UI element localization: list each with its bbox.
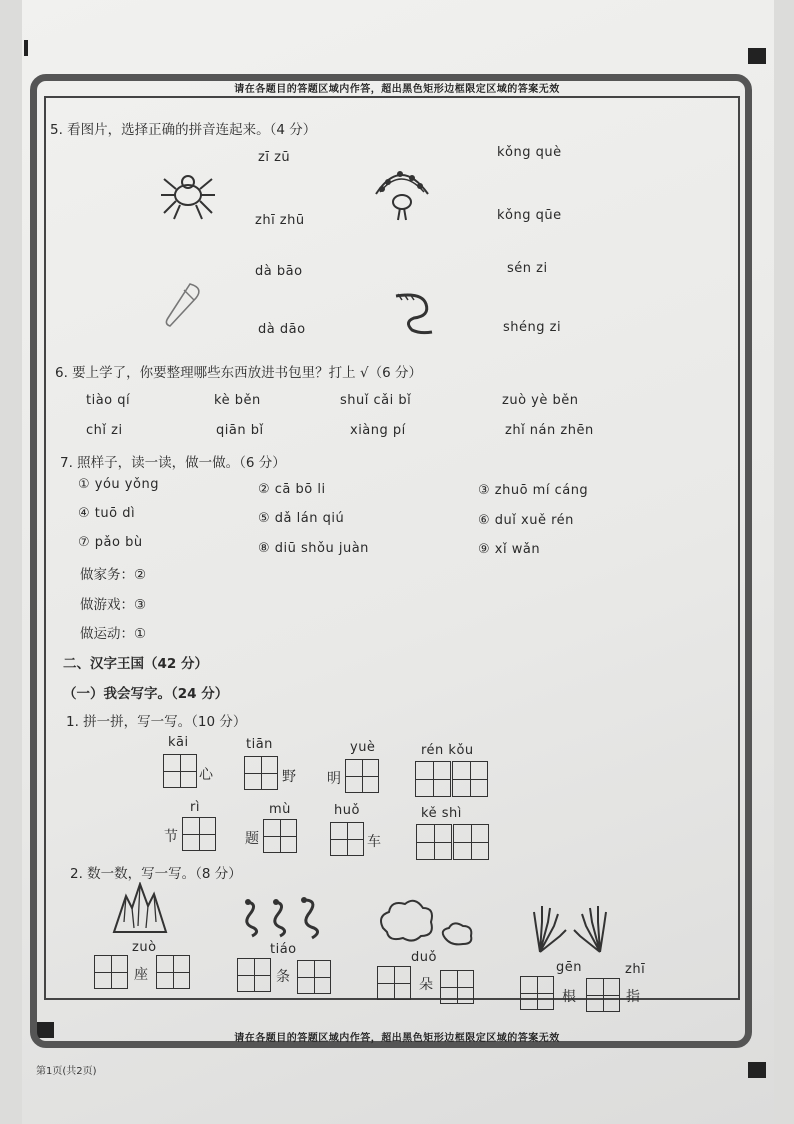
q7-item-4: ④ tuō dì [78,506,136,521]
q1-pinyin-keshi: kě shì [421,806,462,821]
writing-grid-ke[interactable] [416,824,452,860]
q5-right-pinyin-3: sén zi [507,261,548,276]
q2-char-zuo: 座 [134,967,148,983]
q6-item-2: kè běn [214,393,261,408]
corner-marker-top-left [24,40,28,56]
q5-right-pinyin-2: kǒng qūe [497,208,562,223]
q1-char-jie: 节 [164,829,178,845]
q1-pinyin-yue: yuè [350,740,376,755]
q6-title: 6. 要上学了，你要整理哪些东西放进书包里？打上 √（6 分） [55,365,422,381]
footer-notice: 请在各题目的答题区域内作答，超出黑色矩形边框限定区域的答案无效 [234,1033,560,1044]
knife-picture [160,280,206,330]
snakes-picture [238,896,330,940]
mountains-picture [112,882,168,934]
q1-pinyin-mu: mù [269,802,291,817]
q2-pinyin-gen: gēn [556,960,582,975]
q2-pinyin-tiao: tiáo [270,942,297,957]
q2-char-gen: 根 [562,989,576,1005]
writing-grid-zuo[interactable] [156,955,190,989]
writing-grid-tiao[interactable] [297,960,331,994]
q1-pinyin-ri: rì [190,800,200,815]
q2-pinyin-zhi: zhī [625,962,646,977]
section2-sub1: （一）我会写字。（24 分） [63,686,229,702]
q7-title: 7. 照样子，读一读，做一做。（6 分） [60,455,286,471]
counting-grid-mountains[interactable] [94,955,128,989]
writing-grid-tian[interactable] [244,756,278,790]
q7-answer-games: 做游戏：③ [80,597,147,613]
section2-title: 二、汉字王国（42 分） [63,656,208,672]
counting-grid-clouds[interactable] [377,966,411,1000]
clouds-picture [377,898,477,950]
q5-left-pinyin-4: dà dāo [258,322,306,337]
rope-picture [392,290,438,336]
q6-item-1: tiào qí [86,393,131,408]
writing-grid-mu[interactable] [263,819,297,853]
q2-title: 2. 数一数，写一写。（8 分） [70,866,242,882]
writing-grid-huo[interactable] [330,822,364,856]
writing-grid-duo[interactable] [440,970,474,1004]
writing-grid-kou[interactable] [452,761,488,797]
peacock-picture [366,162,436,222]
q1-pinyin-renkou: rén kǒu [421,743,474,758]
q5-left-pinyin-3: dà bāo [255,264,303,279]
counting-grid-snakes[interactable] [237,958,271,992]
header-notice: 请在各题目的答题区域内作答，超出黑色矩形边框限定区域的答案无效 [234,84,560,95]
q6-item-3: shuǐ cǎi bǐ [340,393,412,408]
q1-pinyin-huo: huǒ [334,803,360,818]
q5-title: 5. 看图片，选择正确的拼音连起来。（4 分） [50,122,317,138]
q2-char-zhi: 指 [626,989,640,1005]
q7-answer-sports: 做运动：① [80,626,147,642]
q5-left-pinyin-2: zhī zhū [255,213,305,228]
q5-left-pinyin-1: zī zū [258,150,291,165]
writing-grid-ren[interactable] [415,761,451,797]
q5-right-pinyin-1: kǒng què [497,145,562,160]
q1-pinyin-tian: tiān [246,737,273,752]
q2-char-duo: 朵 [419,977,433,993]
q6-item-4: zuò yè běn [502,393,579,408]
q7-item-8: ⑧ diū shǒu juàn [258,541,369,556]
q7-item-2: ② cā bō li [258,482,326,497]
spider-picture [158,165,218,221]
page-number-label: 第1页(共2页) [36,1066,97,1077]
writing-grid-yue[interactable] [345,759,379,793]
q7-item-3: ③ zhuō mí cáng [478,483,589,498]
counting-grid-hands[interactable] [520,976,554,1010]
writing-grid-shi[interactable] [453,824,489,860]
corner-marker-bottom-right [748,1062,766,1078]
q1-char-xin: 心 [199,767,213,783]
writing-grid-gen[interactable] [586,978,620,1012]
q7-answer-chores: 做家务：② [80,567,147,583]
q1-title: 1. 拼一拼，写一写。（10 分） [66,714,247,730]
q7-item-6: ⑥ duǐ xuě rén [478,513,574,528]
corner-marker-top-right [748,48,766,64]
q1-char-ming: 明 [327,771,341,787]
q7-item-5: ⑤ dǎ lán qiú [258,511,345,526]
q6-item-7: xiàng pí [350,423,406,438]
q7-item-9: ⑨ xǐ wǎn [478,542,541,557]
writing-grid-ri[interactable] [182,817,216,851]
q6-item-8: zhǐ nán zhēn [505,423,594,438]
writing-grid-kai[interactable] [163,754,197,788]
hands-picture [530,902,620,954]
q1-char-ti: 题 [245,831,259,847]
q6-item-6: qiān bǐ [216,423,264,438]
q2-char-tiao: 条 [276,969,290,985]
q1-pinyin-kai: kāi [168,735,189,750]
q5-right-pinyin-4: shéng zi [503,320,562,335]
q6-item-5: chǐ zi [86,423,123,438]
q7-item-7: ⑦ pǎo bù [78,535,143,550]
q7-item-1: ① yóu yǒng [78,477,159,492]
q2-pinyin-duo: duǒ [411,950,437,965]
q1-char-che: 车 [367,834,381,850]
q2-pinyin-zuo: zuò [132,940,157,955]
q1-char-ye: 野 [282,769,296,785]
